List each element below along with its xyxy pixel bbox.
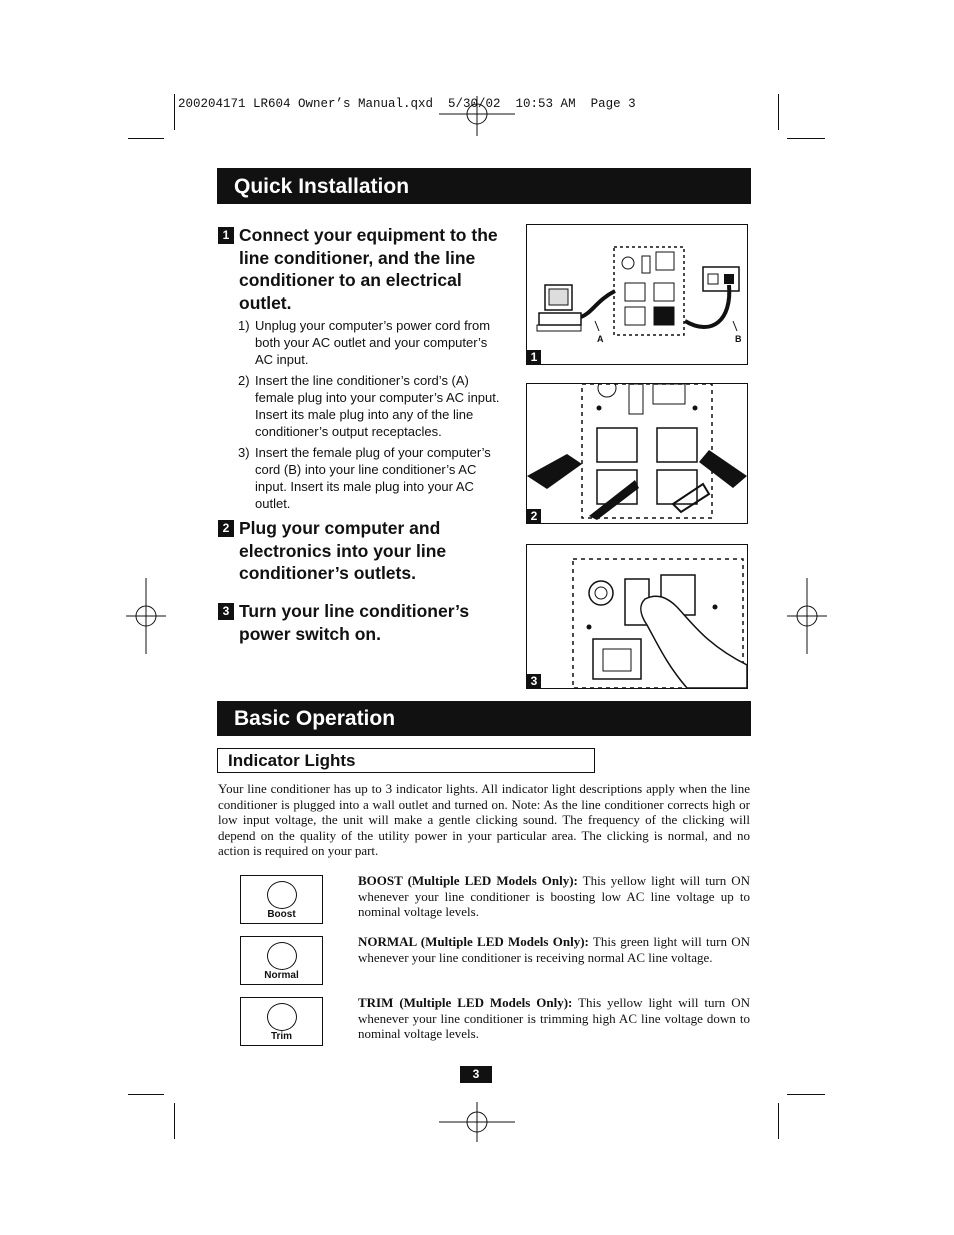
trim-description: TRIM (Multiple LED Models Only): This yellow light will turn ON whenever your line conditioner is trimming high AC line voltage down to nominal voltage levels.: [358, 995, 751, 1042]
led-label: Trim: [270, 1031, 293, 1042]
registration-mark-bottom: [439, 1102, 515, 1142]
step-number: 1: [218, 227, 234, 244]
crop-mark: [778, 94, 779, 130]
figure-3-illustration: [526, 544, 748, 689]
connection-diagram-image: [527, 225, 747, 364]
figure-number: 1: [527, 350, 541, 364]
section-title-basic-operation: Basic Operation: [217, 701, 751, 736]
print-slug: 200204171 LR604 Owner’s Manual.qxd 5/30/02 10:53 AM Page 3: [178, 97, 636, 111]
normal-indicator-icon: [240, 936, 323, 985]
led-circle-icon: [267, 1003, 297, 1031]
registration-mark-top: [439, 96, 515, 136]
step-number: 2: [218, 520, 234, 537]
boost-indicator-icon: [240, 875, 323, 924]
crop-mark: [778, 1103, 779, 1139]
led-label: Normal: [264, 970, 299, 981]
boost-description: BOOST (Multiple LED Models Only): This yellow light will turn ON whenever your line conditioner is boosting low AC line voltage up to nominal voltage levels.: [358, 873, 750, 920]
figure-number: 2: [527, 509, 541, 523]
crop-mark: [174, 94, 175, 130]
page-number: 3: [460, 1066, 492, 1083]
step-text: Plug your computer and electronics into your line conditioner’s outlets.: [239, 518, 447, 583]
figure-1-illustration: [526, 224, 748, 365]
normal-description: NORMAL (Multiple LED Models Only): This green light will turn ON whenever your line conditioner is receiving normal AC line voltage.: [358, 934, 751, 965]
crop-mark: [128, 138, 164, 139]
step-text: Connect your equipment to the line conditioner, and the line conditioner to an electrical outlet.: [239, 225, 498, 313]
indicator-lights-intro: Your line conditioner has up to 3 indicator lights. All indicator light descriptions apply when the line conditioner is plugged into a wall outlet and turned on. Note: As the line conditioner corrects high or low input voltage, the unit will make a gentle clicking sound. The frequency of the clicking will depend on the quality of the utility power in your particular area. The clicking is normal, and no action is required on your part.: [218, 781, 750, 859]
registration-mark-left: [126, 578, 166, 654]
led-label: Boost: [267, 909, 296, 920]
substep-item: 2) Insert the line conditioner’s cord’s (A) female plug into your computer’s AC input. Insert its male plug into any of the line conditioner’s output receptacles.: [238, 373, 500, 439]
crop-mark: [787, 138, 825, 139]
figure-label-a: A: [597, 334, 604, 344]
figure-2-illustration: [526, 383, 748, 524]
registration-mark-right: [787, 578, 827, 654]
trim-indicator-icon: [240, 997, 323, 1046]
crop-mark: [128, 1094, 164, 1095]
figure-label-b: B: [735, 334, 742, 344]
figure-number: 3: [527, 674, 541, 688]
step-text: Turn your line conditioner’s power switch on.: [239, 601, 470, 644]
substep-item: 3) Insert the female plug of your computer’s cord (B) into your line conditioner’s AC input. Insert its male plug into your AC outlet.: [238, 445, 491, 511]
led-circle-icon: [267, 942, 297, 970]
crop-mark: [174, 1103, 175, 1139]
plugs-close-up-image: [527, 384, 747, 523]
led-circle-icon: [267, 881, 297, 909]
power-switch-image: [527, 545, 747, 688]
crop-mark: [787, 1094, 825, 1095]
step-number: 3: [218, 603, 234, 620]
step-1-substeps: [238, 317, 503, 516]
section-title-quick-installation: Quick Installation: [217, 168, 751, 204]
subsection-title-indicator-lights: Indicator Lights: [217, 748, 595, 773]
substep-item: 1) Unplug your computer’s power cord from both your AC outlet and your computer’s AC input.: [238, 318, 491, 367]
